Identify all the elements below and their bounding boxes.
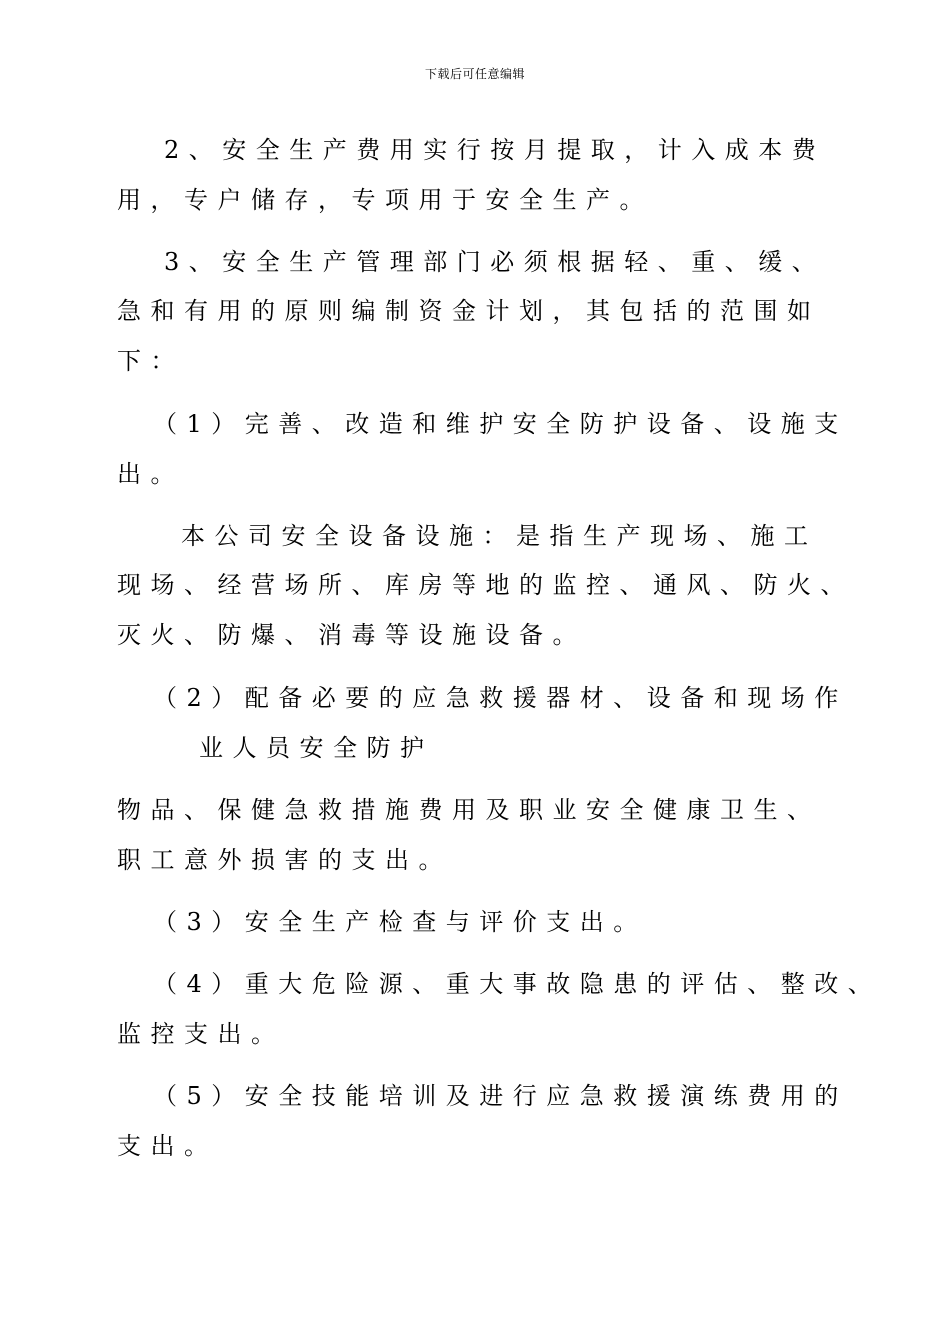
paragraph-line: （2）配备必要的应急救援器材、设备和现场作 [153,684,848,712]
paragraph-line: 支出。 [117,1132,218,1160]
paragraph-line: 下： [117,347,184,375]
paragraph-line: 本公司安全设备设施：是指生产现场、施工 [181,522,818,550]
paragraph-line: 出。 [117,460,184,488]
paragraph-line: （4）重大危险源、重大事故隐患的评估、整改、 [153,970,882,998]
paragraph-line: （1）完善、改造和维护安全防护设备、设施支 [153,410,848,438]
paragraph-line: 监控支出。 [117,1020,285,1048]
paragraph-line: （5）安全技能培训及进行应急救援演练费用的 [153,1082,848,1110]
paragraph-line: 业人员安全防护 [199,734,434,762]
paragraph-line: 灭火、防爆、消毒等设施设备。 [117,621,586,649]
paragraph-line: 用，专户储存，专项用于安全生产。 [117,186,653,214]
paragraph-line: 3、安全生产管理部门必须根据轻、重、缓、 [164,248,826,276]
paragraph-line: 急和有用的原则编制资金计划，其包括的范围如 [117,297,821,325]
paragraph-line: 2、安全生产费用实行按月提取，计入成本费 [164,136,826,164]
paragraph-line: 职工意外损害的支出。 [117,846,452,874]
page-header: 下载后可任意编辑 [424,67,525,81]
paragraph-line: （3）安全生产检查与评价支出。 [153,908,647,936]
paragraph-line: 现场、经营场所、库房等地的监控、通风、防火、 [117,571,854,599]
paragraph-line: 物品、保健急救措施费用及职业安全健康卫生、 [117,796,821,824]
